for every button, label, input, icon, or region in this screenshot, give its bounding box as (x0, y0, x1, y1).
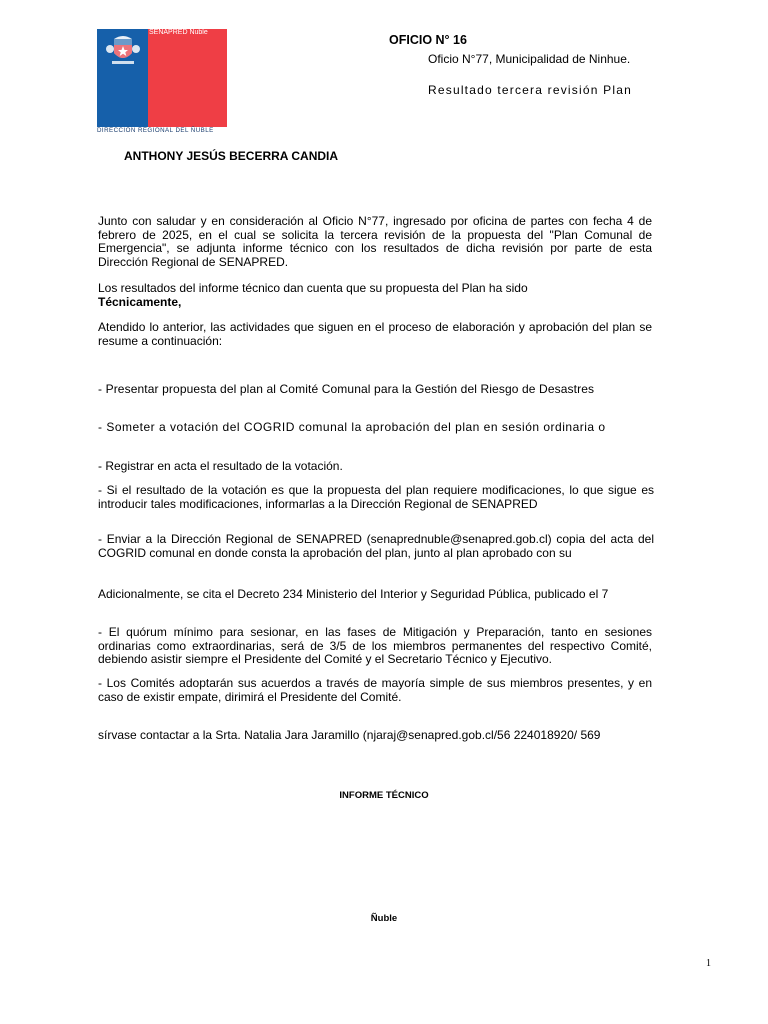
step-present-plan: - Presentar propuesta del plan al Comité Comunal para la Gestión del Riesgo de Desastres (98, 382, 595, 396)
region-caption: DIRECCIÓN REGIONAL DEL ÑUBLE (97, 127, 214, 134)
logo-red-block (148, 29, 227, 127)
intro-paragraph: Junto con saludar y en consideración al Oficio N°77, ingresado por oficina de partes con fecha 4 de febrero de 2025, en el cual se solicita la tercera revisión de la propuesta del "Plan Comunal de Emergencia", se adjunta informe técnico con los resultados de dicha revisión por parte de esta Dirección Regional de SENAPRED. (98, 214, 652, 269)
step-register-act: - Registrar en acta el resultado de la votación. (98, 459, 343, 473)
contact-line: sírvase contactar a la Srta. Natalia Jara Jaramillo (njaraj@senapred.gob.cl/56 224018920/ 569 (98, 728, 601, 742)
region-name: Ñuble (370, 913, 398, 924)
recipient-name: ANTHONY JESÚS BECERRA CANDIA (124, 149, 339, 163)
step-modifications: - Si el resultado de la votación es que la propuesta del plan requiere modificaciones, lo que sigue es introducir tales modificaciones, informarlas a la Dirección Regional de SENAPRED (98, 483, 654, 511)
step-vote-cogrid: - Someter a votación del COGRID comunal la aprobación del plan en sesión ordinaria o (98, 420, 606, 434)
page-number: 1 (706, 958, 711, 969)
quorum-paragraph: - El quórum mínimo para sesionar, en las fases de Mitigación y Preparación, tanto en sesiones ordinarias como extraordinarias, será de 3/5 de los miembros permanentes del respectivo Comité, debiendo asistir siempre el Presidente del Comité y el Secretario Técnico y Ejecutivo. (98, 625, 652, 666)
additional-decree: Adicionalmente, se cita el Decreto 234 Ministerio del Interior y Seguridad Pública, publicado el 7 (98, 587, 609, 601)
subject-line: Resultado tercera revisión Plan (428, 83, 632, 97)
activities-intro: Atendido lo anterior, las actividades que siguen en el proceso de elaboración y aprobación del plan se resume a continuación: (98, 320, 652, 348)
step-send-copy: - Enviar a la Dirección Regional de SENAPRED (senaprednuble@senapred.gob.cl) copia del acta del COGRID comunal en donde consta la aprobación del plan, junto al plan aprobado con su (98, 532, 654, 560)
agreements-paragraph: - Los Comités adoptarán sus acuerdos a través de mayoría simple de sus miembros presentes, y en caso de existir empate, dirimirá el Presidente del Comité. (98, 676, 652, 704)
chile-crest-icon (104, 31, 142, 71)
results-bold: Técnicamente, (98, 294, 182, 309)
informe-title: INFORME TÉCNICO (339, 790, 429, 801)
reference-line: Oficio N°77, Municipalidad de Ninhue. (428, 52, 631, 66)
senapred-logo (97, 29, 227, 127)
oficio-number: OFICIO N° 16 (389, 33, 467, 47)
results-paragraph (98, 282, 652, 309)
logo-brand-text: SENAPRED Ñuble (149, 29, 208, 36)
results-text: Los resultados del informe técnico dan cuenta que su propuesta del Plan ha sido (98, 281, 528, 295)
